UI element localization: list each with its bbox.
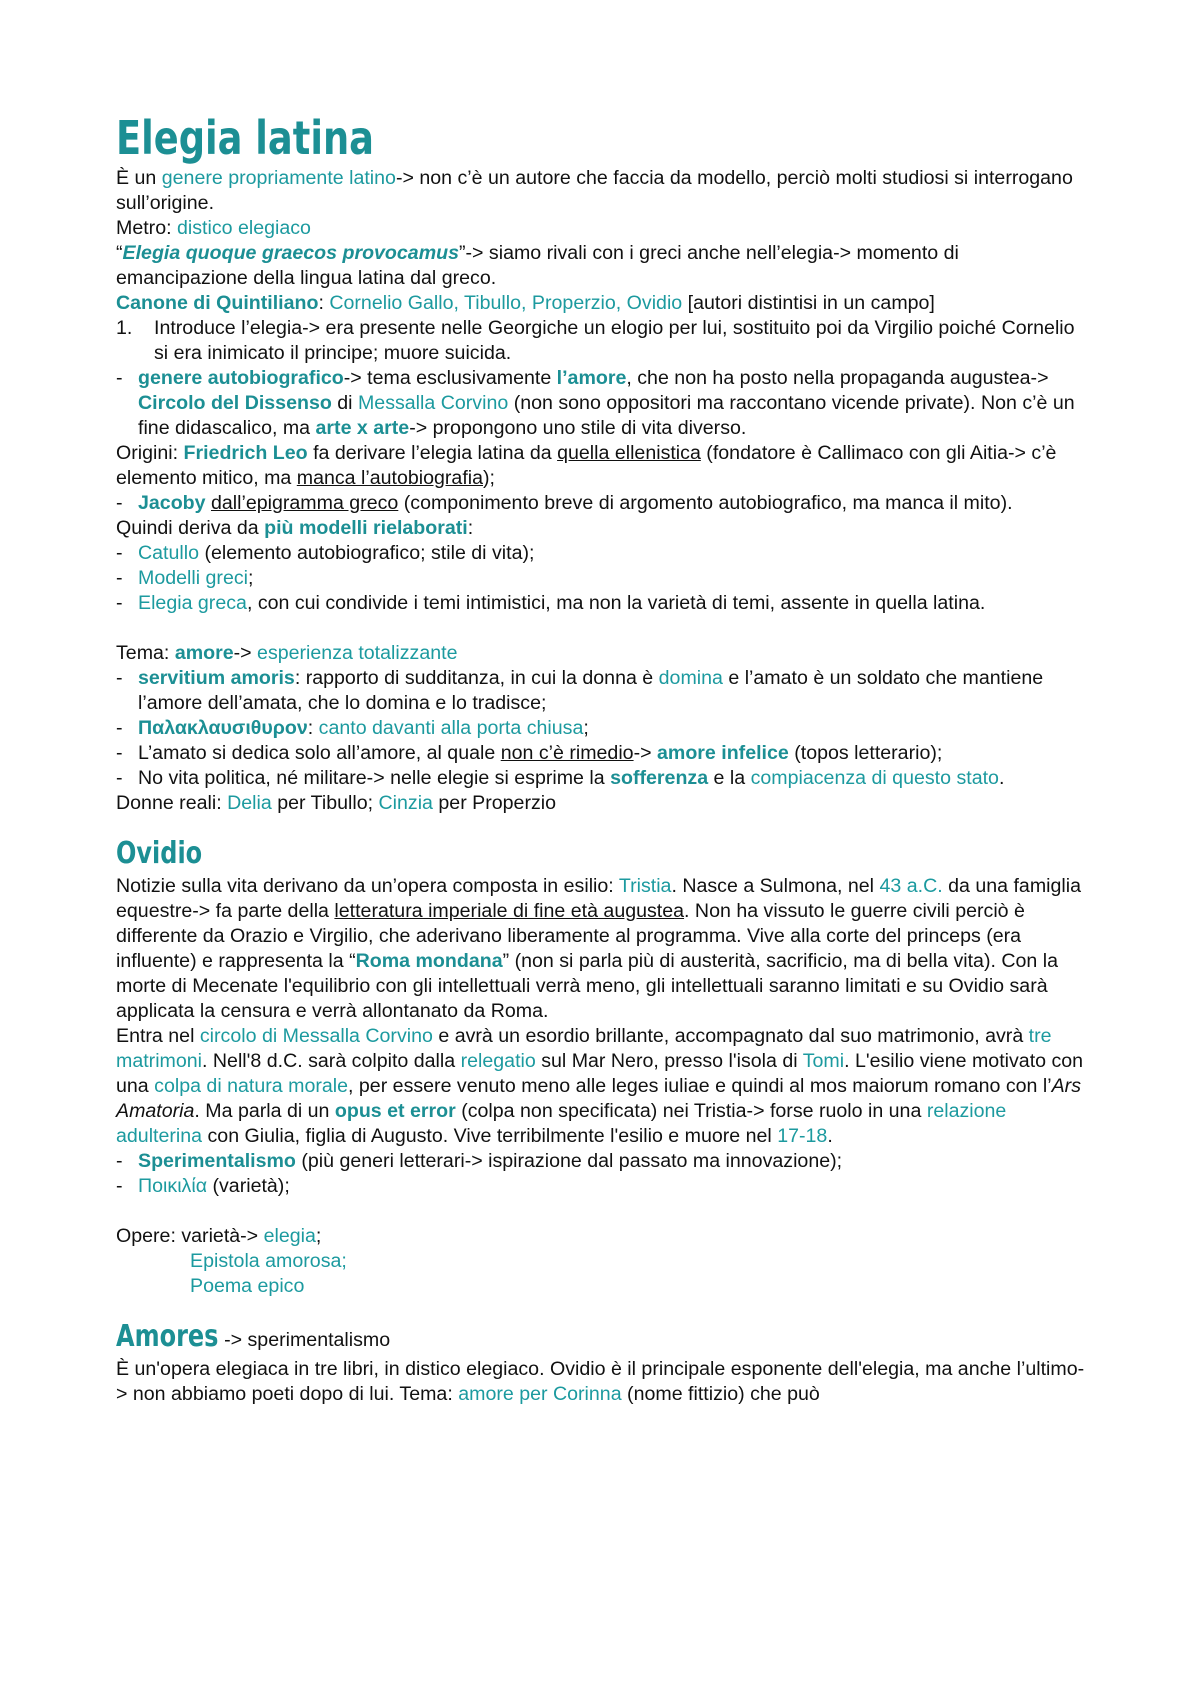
spacer bbox=[116, 1299, 1091, 1317]
latin-quote: Elegia quoque graecos provocamus bbox=[122, 242, 459, 264]
list-item: - Modelli greci; bbox=[116, 567, 254, 589]
paragraph-canone: Canone di Quintiliano: Cornelio Gallo, Tibullo, Properzio, Ovidio [autori distintisi in un campo] bbox=[116, 292, 935, 314]
paragraph-quindi: Quindi deriva da più modelli rielaborati: bbox=[116, 517, 474, 539]
highlight: genere propriamente latino bbox=[161, 167, 396, 189]
list-item: - No vita politica, né militare-> nelle elegie si esprime la sofferenza e la compiacenza di questo stato. bbox=[116, 767, 1005, 789]
spacer bbox=[116, 616, 1091, 641]
paragraph-quote: “Elegia quoque graecos provocamus”-> siamo rivali con i greci anche nell’elegia-> momento di emancipazione della lingua latina dal greco. bbox=[116, 242, 959, 289]
list-item: - Sperimentalismo (più generi letterari-> ispirazione dal passato ma innovazione); bbox=[116, 1150, 843, 1172]
list-item: - Παλακλαυσιθυρον: canto davanti alla porta chiusa; bbox=[116, 717, 589, 739]
list-item: - Jacoby dall’epigramma greco (componimento breve di argomento autobiografico, ma manca il mito). bbox=[116, 492, 1013, 514]
paragraph-intro: È un genere propriamente latino-> non c’è un autore che faccia da modello, perciò molti studiosi si interrogano sull’origine. bbox=[116, 167, 1073, 214]
list-item: - L’amato si dedica solo all’amore, al quale non c’è rimedio-> amore infelice (topos letterario); bbox=[116, 742, 943, 764]
paragraph-ovidio-vita: Notizie sulla vita derivano da un’opera composta in esilio: Tristia. Nasce a Sulmona, nel 43 a.C. da una famiglia equestre-> fa parte della letteratura imperiale di fine età augustea. Non ha vissuto le guerre civili perciò è differente da Orazio e Virgilio, che aderivano liberamente al programma. Vive alla corte del princeps (era influente) e rappresenta la “Roma mondana” (non si parla più di austerità, sacrificio, ma di bella vita). Con la morte di Mecenate l'equilibrio con gli intellettuali verrà meno, gli intellettuali saranno limitati e su Ovidio sarà applicata la censura e verrà allontanato da Roma. bbox=[116, 875, 1082, 1022]
section-title-ovidio: Ovidio bbox=[116, 836, 203, 871]
section-title-amores: Amores bbox=[116, 1319, 219, 1354]
paragraph-donne: Donne reali: Delia per Tibullo; Cinzia per Properzio bbox=[116, 792, 557, 814]
paragraph-ovidio-esilio: Entra nel circolo di Messalla Corvino e avrà un esordio brillante, accompagnato dal suo matrimonio, avrà tre matrimoni. Nell'8 d.C. sarà colpito dalla relegatio sul Mar Nero, presso l'isola di Tomi. L'esilio viene motivato con una colpa di natura morale, per essere venuto meno alle leges iuliae e quindi al mos maiorum romano con l’Ars Amatoria. Ma parla di un opus et error (colpa non specificata) nei Tristia-> forse ruolo in una relazione adulterina con Giulia, figlia di Augusto. Vive terribilmente l'esilio e muore nel 17-18. bbox=[116, 1025, 1084, 1147]
list-item: - servitium amoris: rapporto di sudditanza, in cui la donna è domina e l’amato è un soldato che mantiene l’amore dell’amata, che lo domina e lo tradisce; bbox=[116, 667, 1044, 714]
list-item: - Elegia greca, con cui condivide i temi intimistici, ma non la varietà di temi, assente in quella latina. bbox=[116, 592, 986, 614]
paragraph-tema: Tema: amore-> esperienza totalizzante bbox=[116, 642, 458, 664]
document-content bbox=[116, 110, 1091, 1407]
opere-item: Poema epico bbox=[190, 1275, 305, 1297]
paragraph-metro: Metro: distico elegiaco bbox=[116, 217, 311, 239]
paragraph-opere: Opere: varietà-> elegia; bbox=[116, 1225, 322, 1247]
opere-item: Epistola amorosa; bbox=[190, 1250, 347, 1272]
highlight: distico elegiaco bbox=[176, 217, 311, 239]
list-item: - genere autobiografico-> tema esclusivamente l’amore, che non ha posto nella propaganda augustea-> Circolo del Dissenso di Messalla Corvino (non sono oppositori ma raccontano vicende private). Non c’è un fine didascalico, ma arte x arte-> propongono uno stile di vita diverso. bbox=[116, 367, 1075, 439]
numbered-item: 1. Introduce l’elegia-> era presente nelle Georgiche un elogio per lui, sostituito poi da Virgilio poiché Cornelio si era inimicato il principe; muore suicida. bbox=[116, 317, 1075, 364]
paragraph-origini: Origini: Friedrich Leo fa derivare l’elegia latina da quella ellenistica (fondatore è Callimaco con gli Aitia-> c’è elemento mitico, ma manca l’autobiografia); bbox=[116, 442, 1057, 489]
list-item: - Ποικιλία (varietà); bbox=[116, 1175, 290, 1197]
section-title-elegia: Elegia latina bbox=[116, 111, 374, 165]
section-heading-ovidio bbox=[116, 834, 1091, 874]
section-heading-amores bbox=[116, 1317, 1091, 1357]
spacer bbox=[116, 816, 1091, 834]
paragraph-amores: È un'opera elegiaca in tre libri, in distico elegiaco. Ovidio è il principale esponente dell'elegia, ma anche l’ultimo-> non abbiamo poeti dopo di lui. Tema: amore per Corinna (nome fittizio) che può bbox=[116, 1358, 1085, 1405]
spacer bbox=[116, 1199, 1091, 1224]
list-item: - Catullo (elemento autobiografico; stile di vita); bbox=[116, 542, 535, 564]
section-title-suffix: -> sperimentalismo bbox=[224, 1329, 391, 1351]
